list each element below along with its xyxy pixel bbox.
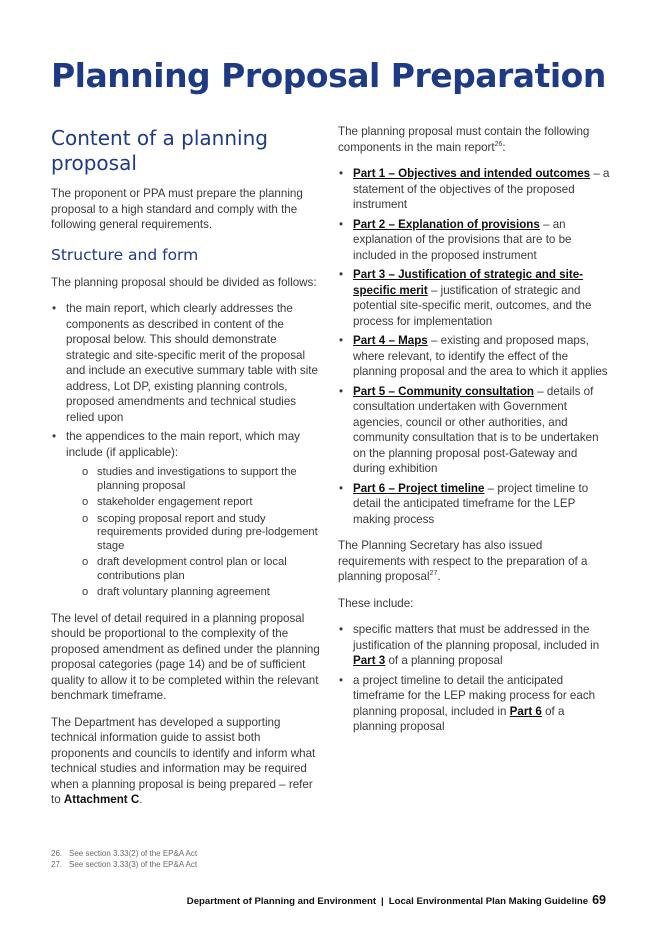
footnote-26 <box>51 848 197 859</box>
requirement-text-end: of a planning proposal <box>353 704 565 733</box>
part-description: – existing and proposed maps, where relevant, to identify the effect of the planning proposal and the area to which it applies <box>353 334 608 378</box>
subsection-heading: Structure and form <box>51 245 199 264</box>
footnotes <box>51 848 197 870</box>
requirement-item <box>338 673 610 735</box>
part-4-link[interactable]: Part 4 – Maps <box>353 334 428 347</box>
list-item <box>51 429 321 600</box>
intro-paragraph: The proponent or PPA must prepare the planning proposal to a high standard and comply with the following general requirements. <box>51 187 303 231</box>
page-title: Planning Proposal Preparation <box>51 56 606 95</box>
part-item <box>338 384 610 477</box>
part-5-link[interactable]: Part 5 – Community consultation <box>353 384 535 398</box>
bullet-icon: • <box>52 430 57 443</box>
sub-list-item-text: draft development control plan or local contributions plan <box>97 556 287 582</box>
bullet-icon: • <box>52 302 57 315</box>
part-description: – an explanation of the provisions that are to be included in the proposed instrument <box>353 217 572 262</box>
footnote-ref-27: 27 <box>429 570 438 578</box>
sub-bullet-icon: o <box>82 512 89 525</box>
sub-list-item <box>82 556 321 583</box>
list-item-text: the appendices to the main report, which may include (if applicable): <box>66 430 300 459</box>
bullet-icon: • <box>339 481 344 495</box>
bullet-icon: • <box>339 334 344 347</box>
parts-list <box>338 166 610 527</box>
bullet-icon: • <box>339 217 344 231</box>
footnote-number: 26. <box>51 849 63 858</box>
part-item <box>338 166 610 213</box>
components-intro-text: The planning proposal must contain the following components in the main report <box>338 125 590 154</box>
requirement-text: a project timeline to detail the anticipated timeframe for the LEP making process for each planning proposal, included in <box>353 673 596 718</box>
bullet-icon: • <box>339 268 344 281</box>
sub-bullet-icon: o <box>82 556 89 568</box>
secretary-text: The Planning Secretary has also issued requirements with respect to the preparation of a planning proposal <box>338 539 588 583</box>
part-6-link[interactable]: Part 6 – Project timeline <box>353 481 485 495</box>
part-description: – a statement of the objectives of the proposed instrument <box>353 167 610 211</box>
sub-list-item <box>82 586 321 600</box>
secretary-paragraph <box>338 538 610 585</box>
page-number: 69 <box>592 893 606 907</box>
bullet-icon: • <box>339 623 344 636</box>
footer-organisation: Department of Planning and Environment <box>186 896 377 907</box>
structure-list <box>51 301 321 600</box>
sub-list-item <box>82 466 321 493</box>
page-footer <box>187 893 606 907</box>
part-1-link[interactable]: Part 1 – Objectives and intended outcomes <box>353 167 591 180</box>
sub-list-item <box>82 496 321 510</box>
sub-bullet-icon: o <box>82 496 89 508</box>
part-description: – details of consultation undertaken with Government agencies, council or other authorities, and community consultation that is to be undertaken on the planning proposal post-Gateway and during exhibition <box>353 384 599 475</box>
these-include-text: These include: <box>338 596 414 610</box>
bullet-icon: • <box>339 167 344 180</box>
section-heading: Content of a planning proposal <box>51 126 268 175</box>
department-text-end: . <box>139 793 143 806</box>
bullet-icon: • <box>339 384 344 398</box>
footnote-ref-26: 26 <box>494 140 503 148</box>
sub-list-item-text: draft voluntary planning agreement <box>97 586 270 598</box>
components-intro <box>338 124 610 155</box>
structure-paragraph: The planning proposal should be divided as follows: <box>51 275 317 289</box>
requirements-list <box>338 622 610 735</box>
footnote-text: See section 3.33(3) of the EP&A Act <box>69 860 198 869</box>
footer-document-title: Local Environmental Plan Making Guideline <box>388 896 589 907</box>
detail-paragraph: The level of detail required in a planning proposal should be proportional to the complexity of the proposed amendment as defined under the planning proposal categories (page 14) and be of sufficient quality to allow it to be completed within the relevant benchmark timeframe. <box>51 611 320 702</box>
sub-bullet-icon: o <box>82 466 89 478</box>
sub-list-item <box>82 513 321 554</box>
requirement-text: specific matters that must be addressed in the justification of the planning proposal, included in <box>353 623 600 652</box>
sub-bullet-icon: o <box>82 586 89 598</box>
components-intro-end: : <box>502 140 506 154</box>
bullet-icon: • <box>339 673 344 687</box>
sub-list-item-text: stakeholder engagement report <box>97 496 253 508</box>
attachment-reference: Attachment C <box>63 793 140 806</box>
footnote-27 <box>51 859 197 870</box>
department-text: The Department has developed a supporting technical information guide to assist both proponents and councils to identify and inform what technical studies and information may be required when a planning proposal is being prepared – refer to <box>51 715 316 806</box>
sub-list-item-text: scoping proposal report and study requirements provided during pre-lodgement stage <box>97 512 318 552</box>
left-column <box>51 126 321 819</box>
part-description: – project timeline to detail the anticipated timeframe for the LEP making process <box>353 481 589 526</box>
footnote-text: See section 3.33(2) of the EP&A Act <box>69 849 198 858</box>
part-2-link[interactable]: Part 2 – Explanation of provisions <box>353 217 540 231</box>
footnote-number: 27. <box>51 860 63 869</box>
requirement-item <box>338 622 610 669</box>
part-3-reference-link[interactable]: Part 3 <box>353 654 386 667</box>
appendices-list <box>66 466 321 600</box>
part-item <box>338 333 610 380</box>
sub-list-item-text: studies and investigations to support the planning proposal <box>97 466 297 492</box>
footer-separator: | <box>381 896 384 907</box>
requirement-text-end: of a planning proposal <box>385 654 503 667</box>
list-item <box>51 301 321 425</box>
list-item-text: the main report, which clearly addresses the components as described in content of the proposal below. This should demonstrate strategic and site-specific merit of the proposal and include an executive summary table with site address, Lot DP, existing planning controls, proposed amendments and technical studies relied upon <box>66 302 318 424</box>
secretary-text-end: . <box>437 570 441 583</box>
part-item <box>338 217 610 264</box>
part-item <box>338 481 610 528</box>
part-3-link[interactable]: Part 3 – Justification of strategic and site-specific merit <box>353 268 584 297</box>
part-description: – justification of strategic and potential site-specific merit, outcomes, and the process for implementation <box>353 283 592 328</box>
right-column <box>338 124 610 746</box>
department-paragraph <box>51 715 321 808</box>
part-item <box>338 267 610 329</box>
part-6-reference-link[interactable]: Part 6 <box>509 704 542 718</box>
